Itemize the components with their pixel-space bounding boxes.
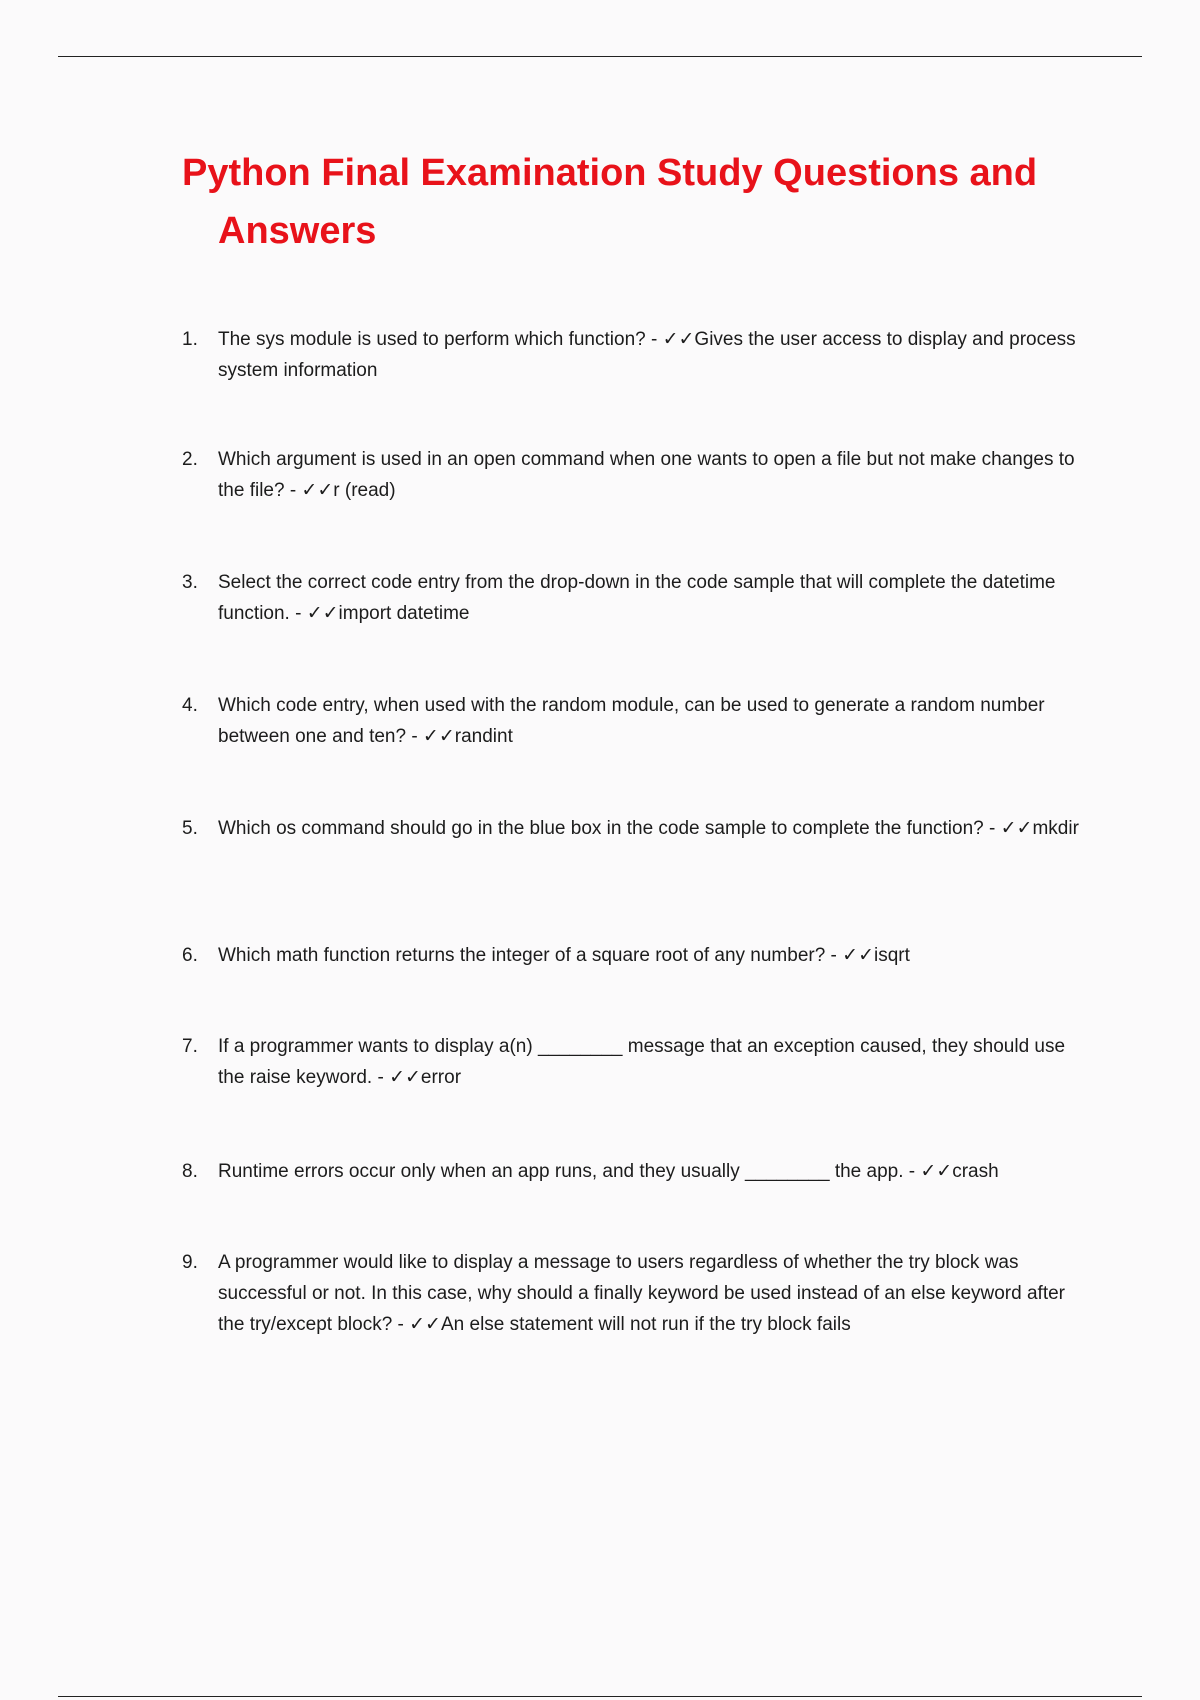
question-number: 8. (182, 1161, 198, 1182)
question-number: 9. (182, 1252, 198, 1273)
question-number: 3. (182, 572, 198, 593)
question-item-8 (182, 1156, 1082, 1187)
question-item-5 (182, 813, 1082, 844)
question-text: The sys module is used to perform which function? - ✓✓Gives the user access to display and process system information (218, 329, 1076, 381)
bottom-divider (58, 1696, 1142, 1697)
question-text: Select the correct code entry from the drop-down in the code sample that will complete the datetime function. - ✓✓import datetime (218, 572, 1056, 624)
question-text: If a programmer wants to display a(n) ________ message that an exception caused, they should use the raise keyword. - ✓✓error (218, 1036, 1066, 1088)
question-number: 2. (182, 449, 198, 470)
question-number: 5. (182, 818, 198, 839)
question-number: 7. (182, 1036, 198, 1057)
question-item-2 (182, 444, 1082, 506)
question-text: Which os command should go in the blue box in the code sample to complete the function? - ✓✓mkdir (218, 818, 1079, 839)
question-text: Which argument is used in an open command when one wants to open a file but not make changes to the file? - ✓✓r (read) (218, 449, 1075, 501)
question-text: Which math function returns the integer of a square root of any number? - ✓✓isqrt (218, 945, 910, 966)
question-number: 1. (182, 329, 198, 350)
question-item-3 (182, 567, 1082, 629)
question-item-7 (182, 1031, 1082, 1093)
question-item-1 (182, 324, 1082, 386)
document-title: Python Final Examination Study Questions and Answers (182, 152, 1038, 252)
question-text: A programmer would like to display a message to users regardless of whether the try block was successful or not. In this case, why should a finally keyword be used instead of an else keyword after the try/except block? - ✓✓An else statement will not run if the try block fails (218, 1252, 1066, 1335)
question-text: Which code entry, when used with the random module, can be used to generate a random number between one and ten? - ✓✓randint (218, 695, 1045, 747)
question-item-6 (182, 940, 1082, 971)
question-number: 6. (182, 945, 198, 966)
question-item-9 (182, 1247, 1082, 1340)
question-text: Runtime errors occur only when an app runs, and they usually ________ the app. - ✓✓crash (218, 1161, 999, 1182)
question-item-4 (182, 690, 1082, 752)
question-number: 4. (182, 695, 198, 716)
